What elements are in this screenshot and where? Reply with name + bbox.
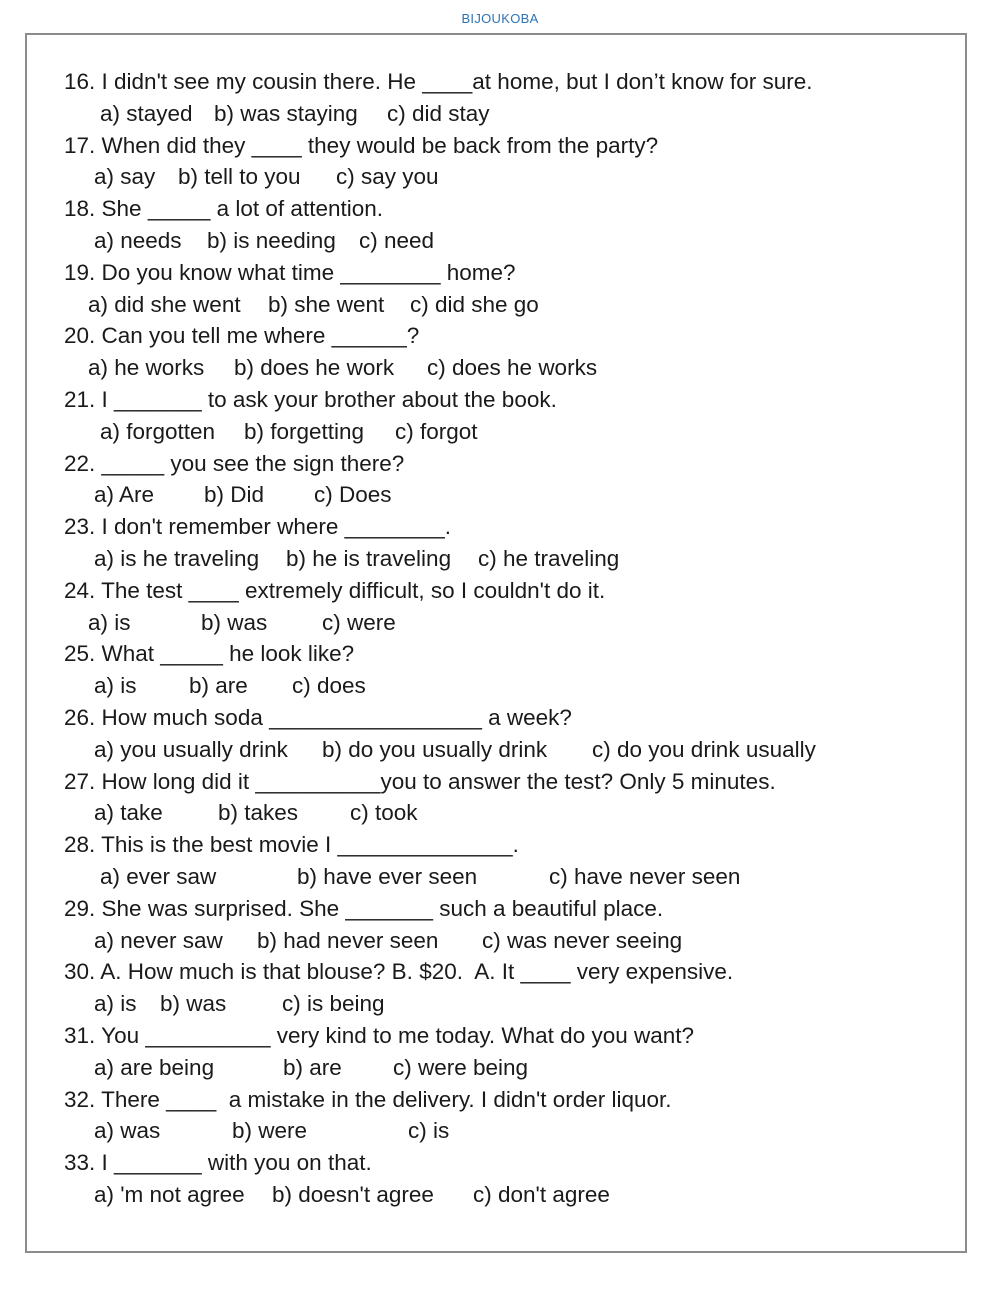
answer-option: a) is [88,609,131,635]
answer-option: b) he is traveling [286,545,452,571]
question-item [64,384,964,448]
answer-option: b) was [160,991,227,1017]
answer-option: c) do you drink usually [592,736,816,762]
answer-option: b) was [201,609,268,635]
answer-options [64,543,964,575]
question-text: 19. Do you know what time ________ home? [64,259,516,285]
answer-option: a) stayed [100,100,193,126]
answer-option: c) were being [393,1054,529,1080]
question-text: 21. I _______ to ask your brother about the book. [64,386,557,412]
question-item [64,829,964,893]
question-text: 23. I don't remember where ________. [64,514,452,540]
answer-option: c) did stay [387,100,490,126]
answer-options [64,797,964,829]
answer-options [64,670,964,702]
answer-option: b) was staying [214,100,358,126]
answer-option: a) is [94,991,137,1017]
answer-option: b) are [189,673,248,699]
answer-option: c) is [408,1118,450,1144]
answer-options [64,289,964,321]
question-text: 25. What _____ he look like? [64,641,355,667]
question-item [64,448,964,512]
answer-option: a) needs [94,227,182,253]
answer-option: b) do you usually drink [322,736,548,762]
answer-options [64,861,964,893]
answer-options [64,161,964,193]
answer-option: b) Did [204,482,265,508]
answer-option: c) does he works [427,355,598,381]
answer-option: c) is being [282,991,385,1017]
question-text: 18. She _____ a lot of attention. [64,196,383,222]
question-item [64,320,964,384]
answer-option: a) are being [94,1054,215,1080]
answer-options [64,734,964,766]
question-item [64,766,964,830]
answer-option: b) were [232,1118,308,1144]
answer-option: c) have never seen [549,863,741,889]
question-item [64,1147,964,1211]
question-list [64,66,964,1211]
answer-option: a) is [94,673,137,699]
answer-option: a) say [94,164,156,190]
answer-option: a) forgotten [100,418,216,444]
answer-option: a) he works [88,355,205,381]
answer-option: a) Are [94,482,155,508]
question-text: 20. Can you tell me where ______? [64,323,420,349]
question-item [64,193,964,257]
answer-option: c) does [292,673,366,699]
question-item [64,702,964,766]
answer-option: c) did she go [410,291,539,317]
answer-option: b) doesn't agree [272,1181,434,1207]
answer-option: b) have ever seen [297,863,478,889]
answer-option: b) had never seen [257,927,439,953]
answer-option: b) tell to you [178,164,301,190]
answer-option: a) 'm not agree [94,1181,245,1207]
question-item [64,1020,964,1084]
answer-options [64,607,964,639]
answer-option: b) does he work [234,355,395,381]
question-text: 32. There ____ a mistake in the delivery. I didn't order liquor. [64,1086,672,1112]
answer-option: b) are [283,1054,342,1080]
answer-option: c) was never seeing [482,927,683,953]
answer-option: c) were [322,609,396,635]
answer-option: a) is he traveling [94,545,260,571]
answer-option: c) he traveling [478,545,620,571]
question-item [64,66,964,130]
question-item [64,1084,964,1148]
question-text: 30. A. How much is that blouse? B. $20. A. It ____ very expensive. [64,959,734,985]
question-item [64,575,964,639]
question-text: 33. I _______ with you on that. [64,1150,372,1176]
question-text: 31. You __________ very kind to me today. What do you want? [64,1022,695,1048]
answer-option: a) did she went [88,291,241,317]
answer-option: c) don't agree [473,1181,610,1207]
answer-option: b) is needing [207,227,336,253]
answer-option: c) took [350,800,418,826]
answer-option: a) never saw [94,927,223,953]
answer-options [64,925,964,957]
answer-option: b) forgetting [244,418,365,444]
question-text: 28. This is the best movie I ______________. [64,832,519,858]
answer-option: b) she went [268,291,385,317]
answer-options [64,352,964,384]
answer-option: b) takes [218,800,299,826]
answer-option: c) forgot [395,418,478,444]
answer-options [64,416,964,448]
answer-option: a) ever saw [100,863,217,889]
question-text: 26. How much soda _________________ a week? [64,704,572,730]
answer-options [64,1115,964,1147]
question-item [64,893,964,957]
question-item [64,638,964,702]
answer-option: c) Does [314,482,392,508]
answer-options [64,1179,964,1211]
question-item [64,130,964,194]
question-item [64,511,964,575]
question-text: 24. The test ____ extremely difficult, so I couldn't do it. [64,577,606,603]
question-text: 29. She was surprised. She _______ such a beautiful place. [64,895,664,921]
question-text: 27. How long did it __________you to answer the test? Only 5 minutes. [64,768,776,794]
question-item [64,257,964,321]
question-text: 17. When did they ____ they would be back from the party? [64,132,659,158]
site-watermark-header: BIJOUKOBA [461,11,539,26]
answer-options [64,479,964,511]
answer-option: c) need [359,227,435,253]
question-text: 22. _____ you see the sign there? [64,450,405,476]
answer-option: a) you usually drink [94,736,288,762]
question-item [64,956,964,1020]
answer-option: a) was [94,1118,161,1144]
answer-options [64,98,964,130]
answer-options [64,1052,964,1084]
answer-option: a) take [94,800,163,826]
question-text: 16. I didn't see my cousin there. He ____at home, but I don’t know for sure. [64,69,813,94]
answer-options [64,225,964,257]
answer-option: c) say you [336,164,439,190]
answer-options [64,988,964,1020]
